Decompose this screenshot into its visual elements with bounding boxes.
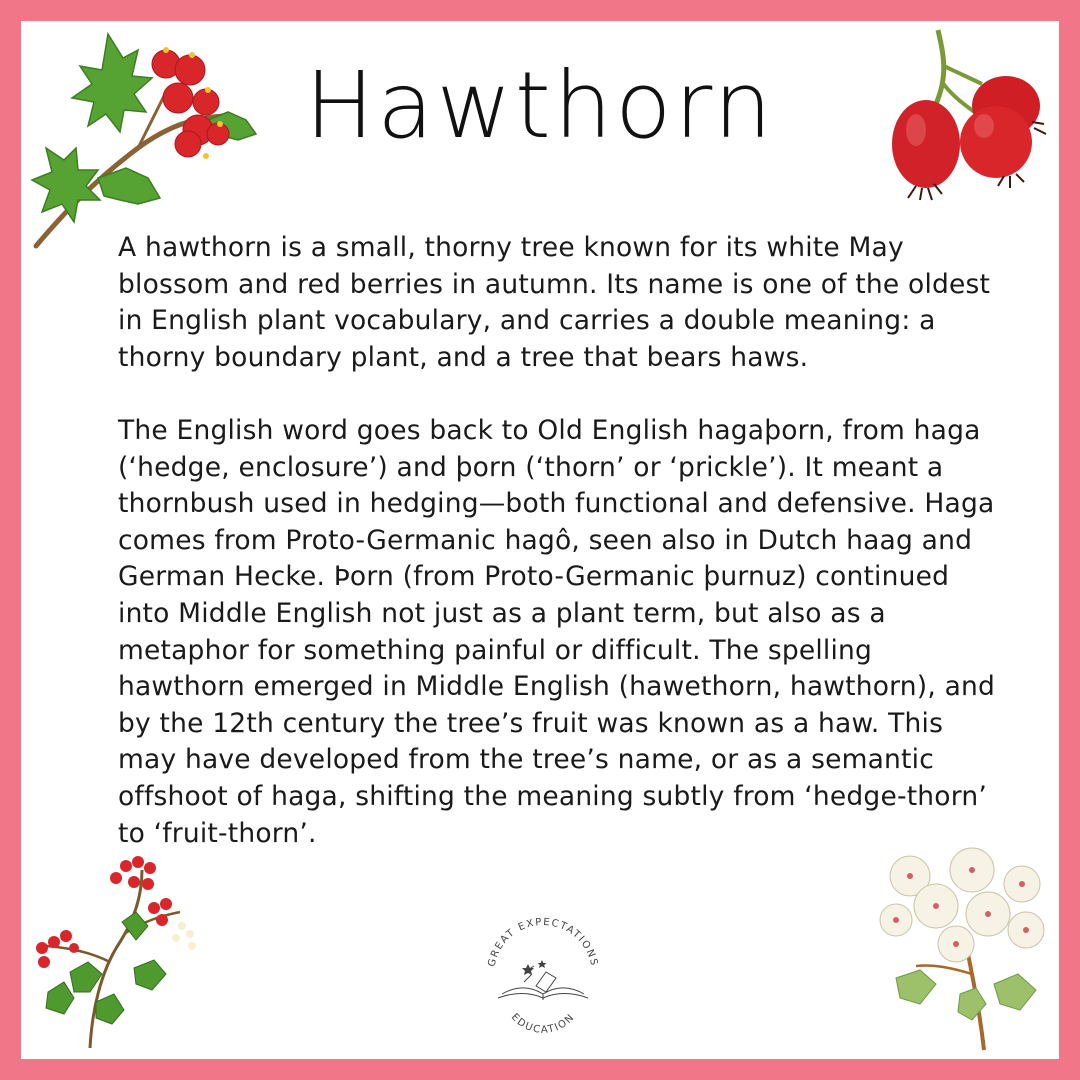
logo-bottom-text: EDUCATION — [508, 1011, 578, 1036]
body-text — [118, 230, 998, 852]
open-book-logo-icon — [484, 912, 602, 1037]
hawthorn-blossom-icon — [876, 844, 1048, 1052]
page-title: Hawthorn — [305, 52, 775, 159]
etymology-paragraph: The English word goes back to Old English hagaþorn, from haga (‘hedge, enclosure’) and þorn (‘thorn’ or ‘prickle’). It meant a thornbush used in hedging—both functional and defensive. Haga comes from Proto-Germanic hagô, seen also in Dutch haag and German Hecke. Þorn (from Proto-Germanic þurnuz) continued into Middle English not just as a plant term, but also as a metaphor for something painful or difficult. The spelling hawthorn emerged in Middle English (hawethorn, hawthorn), and by the 12th century the tree’s fruit was known as a haw. This may have developed from the tree’s name, or as a semantic offshoot of haga, shifting the meaning subtly from ‘hedge-thorn’ to ‘fruit-thorn’. — [118, 414, 996, 849]
intro-paragraph: A hawthorn is a small, thorny tree known for its white May blossom and red berries in autumn. Its name is one of the oldest in English plant vocabulary, and carries a double meaning: a thorny boundary plant, and a tree that bears haws. — [118, 232, 991, 373]
haw-berries-icon — [886, 26, 1052, 206]
svg-text:EDUCATION — [509, 1012, 577, 1036]
berry-sprig-icon — [30, 852, 206, 1052]
hawthorn-branch-berries-icon — [28, 28, 260, 252]
svg-text:GREAT EXPECTATIONS — [486, 917, 599, 968]
great-expectations-logo — [484, 912, 602, 1037]
logo-top-text: GREAT EXPECTATIONS — [486, 916, 600, 968]
